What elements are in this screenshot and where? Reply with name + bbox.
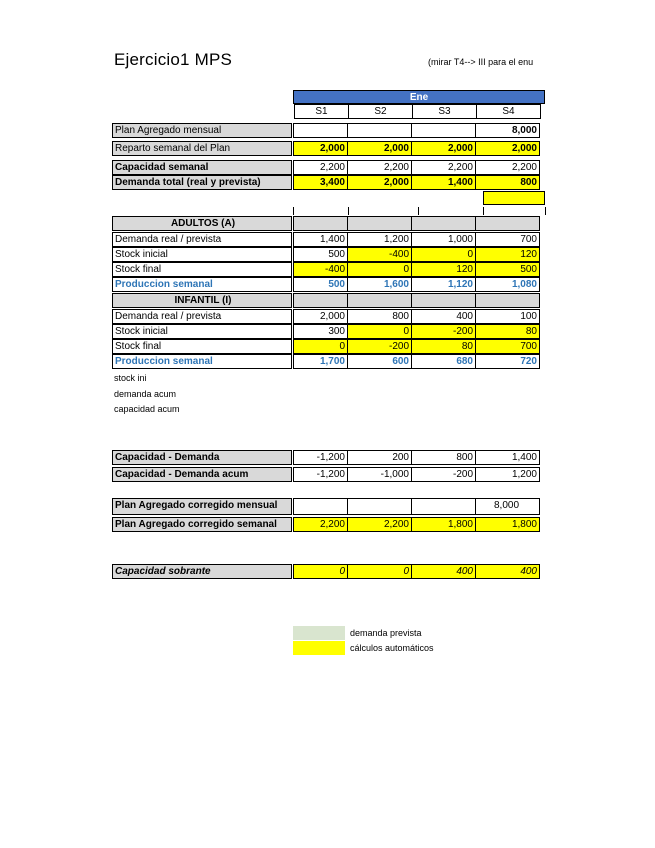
cell[interactable]: 0 bbox=[412, 247, 476, 262]
auto-calc-cell[interactable] bbox=[483, 191, 545, 205]
cell[interactable] bbox=[293, 123, 348, 138]
cell[interactable]: 200 bbox=[348, 450, 412, 465]
cell[interactable]: -1,200 bbox=[293, 467, 348, 482]
cell[interactable]: 1,080 bbox=[476, 277, 540, 292]
cell[interactable]: -200 bbox=[348, 339, 412, 354]
table-row bbox=[112, 160, 540, 175]
cell[interactable]: 2,200 bbox=[476, 160, 540, 175]
row-label[interactable]: Capacidad sobrante bbox=[112, 564, 292, 579]
cell[interactable] bbox=[348, 293, 412, 308]
row-label[interactable]: Produccion semanal bbox=[112, 277, 292, 292]
cell[interactable]: 2,200 bbox=[348, 517, 412, 532]
table-row bbox=[112, 564, 540, 579]
cell[interactable] bbox=[293, 293, 348, 308]
row-label[interactable]: Stock final bbox=[112, 339, 292, 354]
cell[interactable]: 1,800 bbox=[412, 517, 476, 532]
cell[interactable]: 300 bbox=[293, 324, 348, 339]
table-row bbox=[112, 450, 540, 465]
cell[interactable]: 1,400 bbox=[412, 175, 476, 190]
cell[interactable]: -1,000 bbox=[348, 467, 412, 482]
table-row bbox=[112, 123, 540, 138]
table-row bbox=[112, 175, 540, 190]
cell[interactable]: 0 bbox=[348, 324, 412, 339]
cell[interactable]: -1,200 bbox=[293, 450, 348, 465]
cell[interactable]: 680 bbox=[412, 354, 476, 369]
cell[interactable]: 1,200 bbox=[348, 232, 412, 247]
table-row bbox=[112, 498, 540, 515]
section-header-infantil[interactable]: INFANTIL (I) bbox=[112, 293, 292, 308]
cell[interactable]: 8,000 bbox=[476, 498, 540, 515]
cell[interactable]: 1,700 bbox=[293, 354, 348, 369]
cell[interactable]: 500 bbox=[293, 247, 348, 262]
cell[interactable]: 400 bbox=[412, 564, 476, 579]
cell[interactable]: 0 bbox=[293, 564, 348, 579]
table-row bbox=[112, 339, 540, 354]
week-header[interactable]: S2 bbox=[349, 104, 413, 119]
section-header-adultos[interactable]: ADULTOS (A) bbox=[112, 216, 292, 231]
cell[interactable]: 2,000 bbox=[293, 141, 348, 156]
cell[interactable] bbox=[293, 216, 348, 231]
table-row bbox=[112, 262, 540, 277]
row-label[interactable]: Demanda real / prevista bbox=[112, 309, 292, 324]
cell[interactable]: 2,200 bbox=[293, 160, 348, 175]
row-label[interactable]: Capacidad - Demanda acum bbox=[112, 467, 292, 482]
divider bbox=[545, 207, 546, 215]
table-row bbox=[112, 517, 540, 532]
divider bbox=[483, 207, 484, 215]
week-header[interactable]: S1 bbox=[294, 104, 349, 119]
row-label[interactable]: Demanda total (real y prevista) bbox=[112, 175, 292, 190]
table-row bbox=[112, 232, 540, 247]
cell[interactable]: 800 bbox=[476, 175, 540, 190]
week-header[interactable]: S3 bbox=[413, 104, 477, 119]
cell[interactable]: 700 bbox=[476, 339, 540, 354]
cell[interactable]: 2,000 bbox=[348, 141, 412, 156]
legend-swatch-auto bbox=[293, 641, 345, 655]
cell[interactable]: 400 bbox=[412, 309, 476, 324]
table-row bbox=[112, 324, 540, 339]
cell[interactable]: 800 bbox=[348, 309, 412, 324]
legend-label-auto: cálculos automáticos bbox=[350, 643, 434, 653]
cell[interactable]: 1,120 bbox=[412, 277, 476, 292]
cell[interactable] bbox=[293, 498, 348, 515]
cell[interactable] bbox=[412, 216, 476, 231]
row-label[interactable]: Stock final bbox=[112, 262, 292, 277]
row-label[interactable]: Capacidad - Demanda bbox=[112, 450, 292, 465]
table-row bbox=[112, 309, 540, 324]
month-header[interactable]: Ene bbox=[293, 90, 545, 104]
row-label[interactable]: Plan Agregado corregido mensual bbox=[112, 498, 292, 515]
table-row bbox=[112, 293, 540, 308]
cell[interactable]: -400 bbox=[348, 247, 412, 262]
cell[interactable]: 2,200 bbox=[348, 160, 412, 175]
legend-swatch-prevista bbox=[293, 626, 345, 640]
cell[interactable]: -200 bbox=[412, 467, 476, 482]
cell[interactable]: 400 bbox=[476, 564, 540, 579]
cell[interactable]: 700 bbox=[476, 232, 540, 247]
row-label[interactable]: Stock inicial bbox=[112, 247, 292, 262]
cell[interactable]: 720 bbox=[476, 354, 540, 369]
cell[interactable]: 100 bbox=[476, 309, 540, 324]
cell[interactable]: 1,400 bbox=[293, 232, 348, 247]
divider bbox=[418, 207, 419, 215]
cell[interactable]: 500 bbox=[476, 262, 540, 277]
cell[interactable]: -200 bbox=[412, 324, 476, 339]
table-row bbox=[112, 141, 540, 156]
cell[interactable]: 600 bbox=[348, 354, 412, 369]
cell[interactable] bbox=[412, 293, 476, 308]
cell[interactable]: 2,200 bbox=[293, 517, 348, 532]
cell[interactable]: 500 bbox=[293, 277, 348, 292]
cell[interactable]: 2,000 bbox=[412, 141, 476, 156]
row-label[interactable]: Stock inicial bbox=[112, 324, 292, 339]
cell[interactable]: 1,000 bbox=[412, 232, 476, 247]
cell[interactable]: 8,000 bbox=[476, 123, 540, 138]
cell[interactable]: 1,600 bbox=[348, 277, 412, 292]
table-row bbox=[112, 354, 540, 369]
cell[interactable] bbox=[476, 293, 540, 308]
cell[interactable]: 1,400 bbox=[476, 450, 540, 465]
cell[interactable] bbox=[412, 123, 476, 138]
cell[interactable] bbox=[412, 498, 476, 515]
cell[interactable]: 120 bbox=[412, 262, 476, 277]
divider bbox=[348, 207, 349, 215]
row-label[interactable]: Demanda real / prevista bbox=[112, 232, 292, 247]
cell[interactable]: 0 bbox=[348, 564, 412, 579]
cell[interactable]: -400 bbox=[293, 262, 348, 277]
divider bbox=[293, 207, 294, 215]
cell[interactable]: 2,200 bbox=[412, 160, 476, 175]
cell[interactable]: 80 bbox=[412, 339, 476, 354]
row-label[interactable]: Plan Agregado mensual bbox=[112, 123, 292, 138]
cell[interactable]: 3,400 bbox=[293, 175, 348, 190]
table-row bbox=[112, 467, 540, 482]
table-row bbox=[112, 277, 540, 292]
row-label[interactable]: Reparto semanal del Plan bbox=[112, 141, 292, 156]
row-label[interactable]: Plan Agregado corregido semanal bbox=[112, 517, 292, 532]
note-text: stock ini bbox=[114, 373, 147, 383]
cell[interactable]: 120 bbox=[476, 247, 540, 262]
cell[interactable]: 1,200 bbox=[476, 467, 540, 482]
cell[interactable]: 800 bbox=[412, 450, 476, 465]
week-header[interactable]: S4 bbox=[477, 104, 541, 119]
cell[interactable]: 80 bbox=[476, 324, 540, 339]
cell[interactable]: 1,800 bbox=[476, 517, 540, 532]
cell[interactable] bbox=[476, 216, 540, 231]
sheet-title: Ejercicio1 MPS bbox=[114, 50, 233, 69]
cell[interactable]: 2,000 bbox=[293, 309, 348, 324]
cell[interactable]: 0 bbox=[348, 262, 412, 277]
cell[interactable]: 0 bbox=[293, 339, 348, 354]
row-label[interactable]: Produccion semanal bbox=[112, 354, 292, 369]
cell[interactable]: 2,000 bbox=[348, 175, 412, 190]
cell[interactable]: 2,000 bbox=[476, 141, 540, 156]
cell[interactable] bbox=[348, 216, 412, 231]
row-label[interactable]: Capacidad semanal bbox=[112, 160, 292, 175]
cell[interactable] bbox=[348, 123, 412, 138]
note-text: capacidad acum bbox=[114, 404, 180, 414]
legend-label-prevista: demanda prevista bbox=[350, 628, 422, 638]
reference-note: (mirar T4--> III para el enu bbox=[428, 57, 534, 67]
note-text: demanda acum bbox=[114, 389, 177, 399]
table-row bbox=[112, 216, 540, 231]
table-row bbox=[112, 247, 540, 262]
cell[interactable] bbox=[348, 498, 412, 515]
